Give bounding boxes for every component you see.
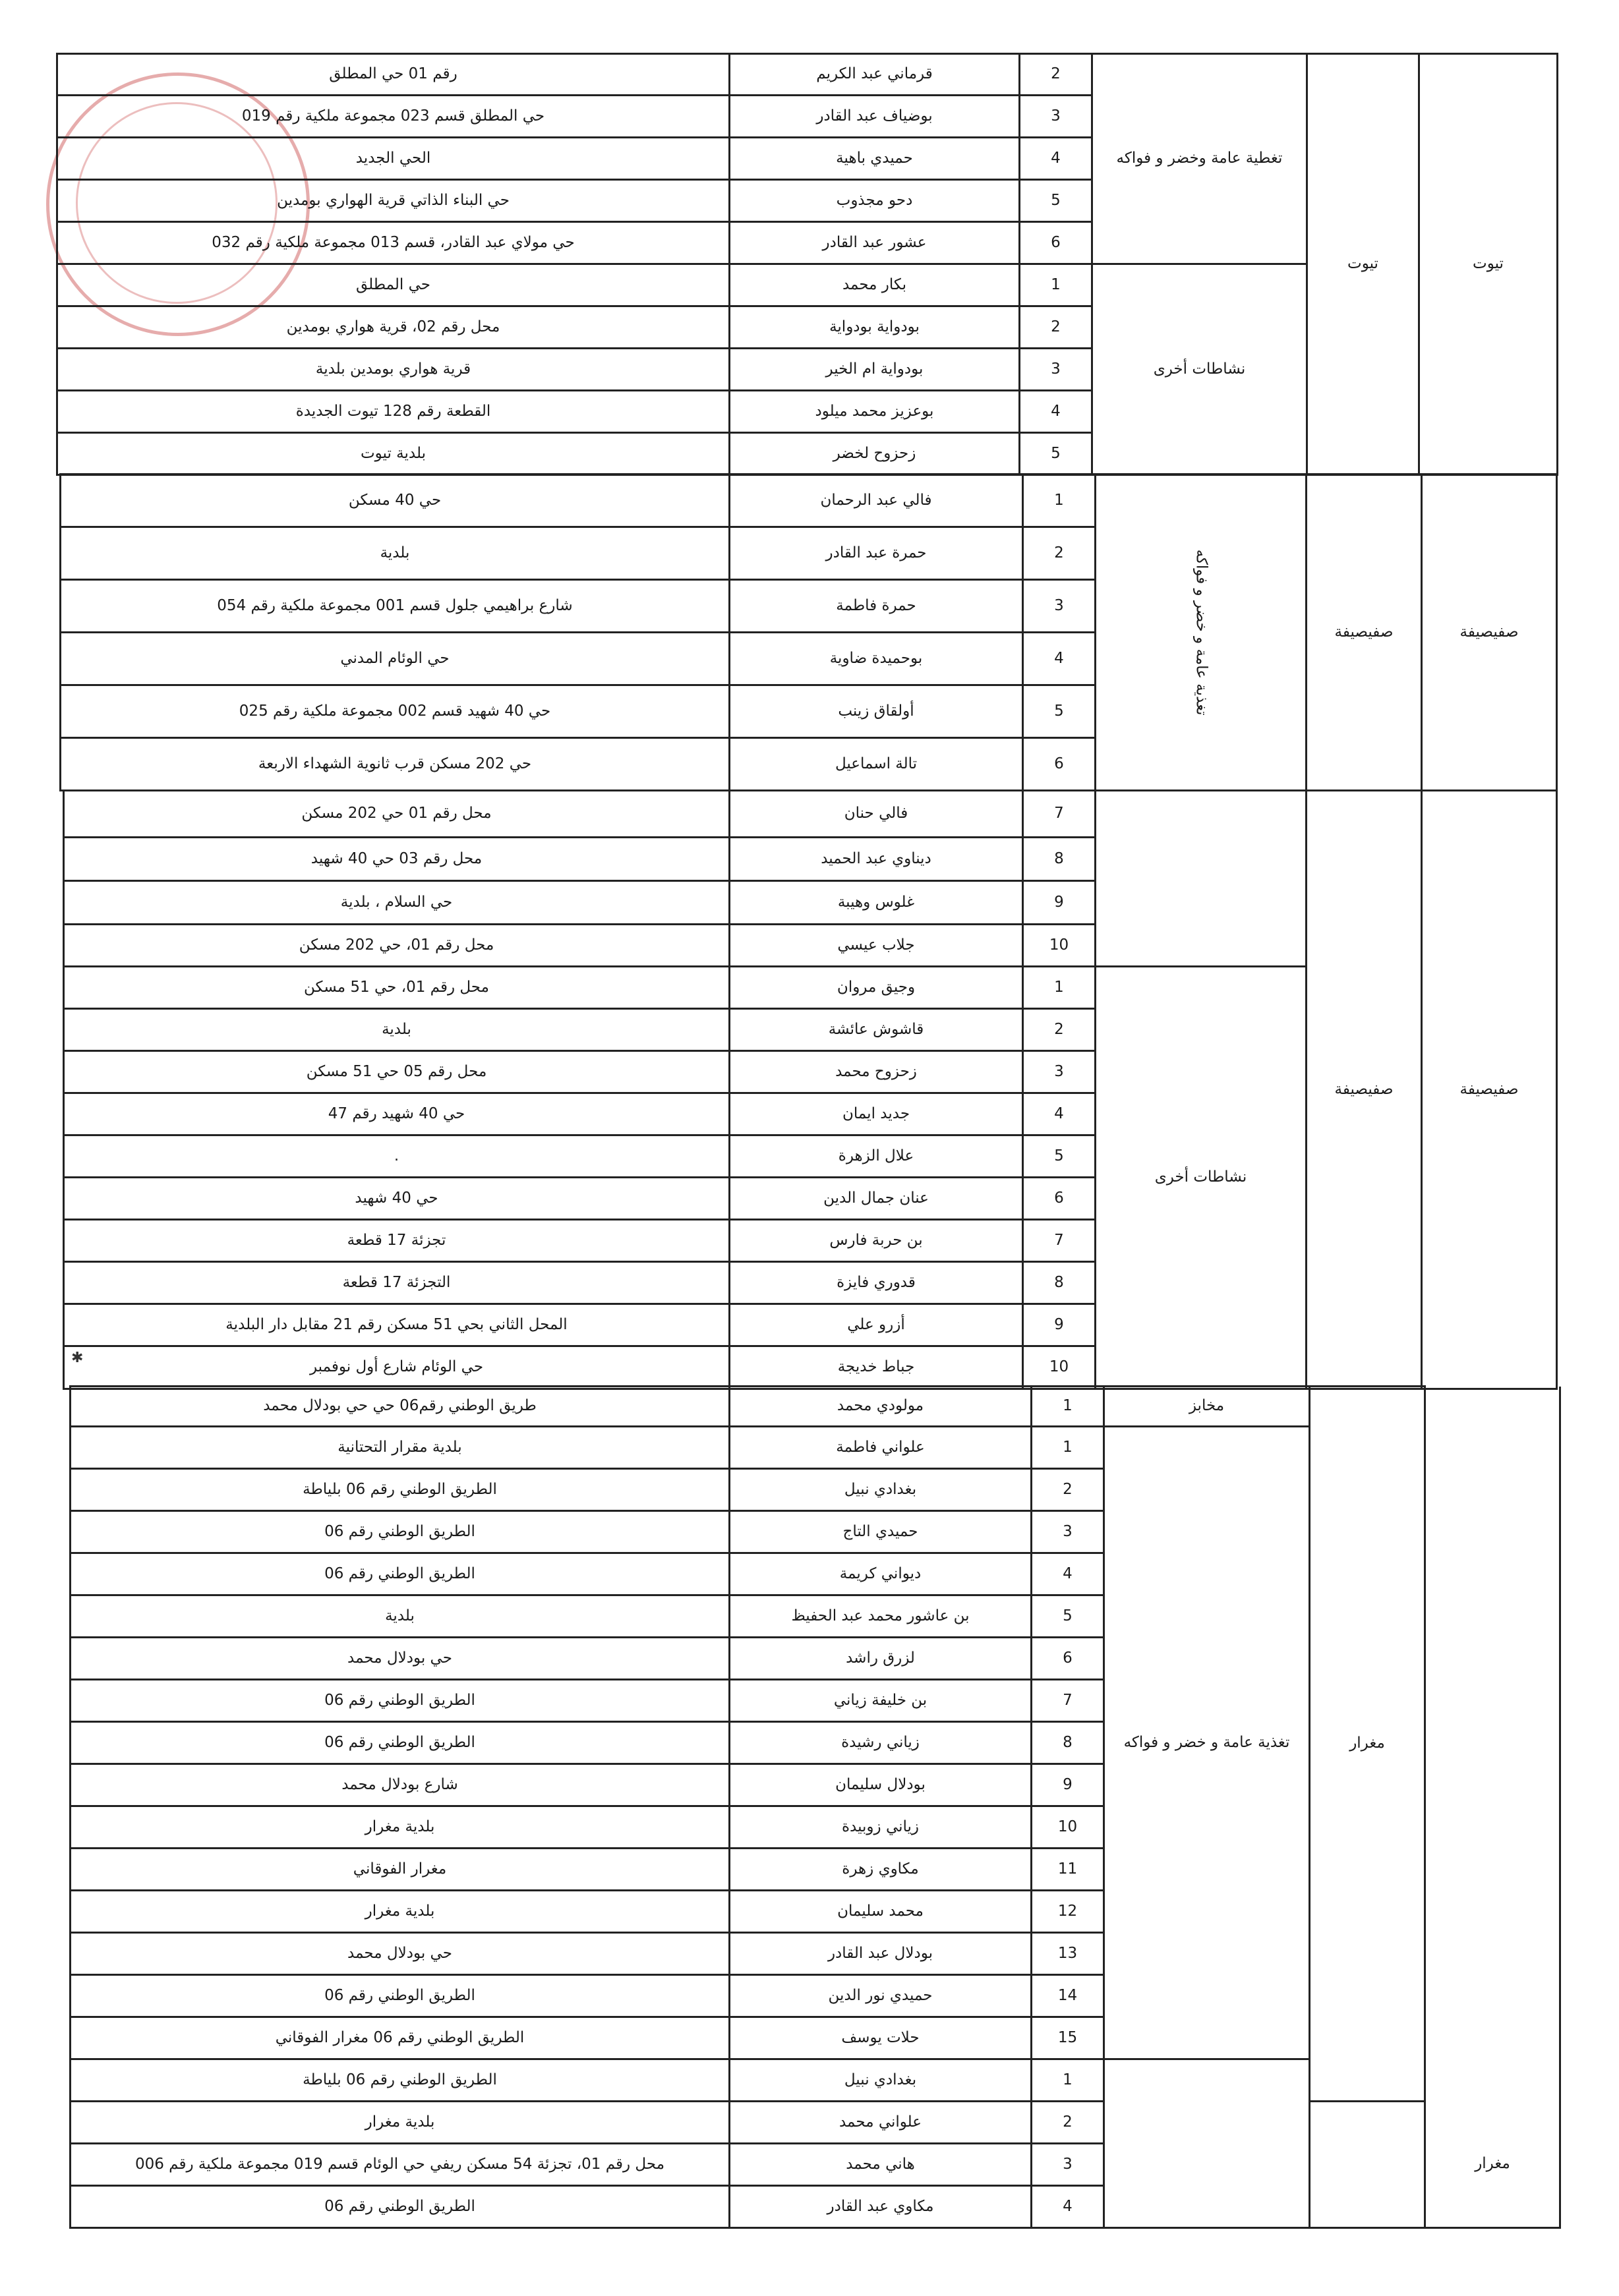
address-cell: رقم 01 حي المطلق (57, 54, 730, 96)
number-cell: 5 (1023, 685, 1096, 738)
number-cell: 12 (1032, 1891, 1104, 1933)
address-cell: حي الوئام شارع أول نوفمبر (64, 1346, 730, 1389)
activity-cell-empty (1104, 2059, 1310, 2228)
name-cell: بودواية بودواية (730, 306, 1020, 349)
activity-cell: مخابز (1104, 1387, 1310, 1427)
number-cell: 8 (1023, 1262, 1096, 1304)
number-cell: 2 (1020, 306, 1092, 349)
name-cell: أولقاق زينب (730, 685, 1023, 738)
address-cell: بلدية مغرار (71, 1806, 730, 1849)
number-cell: 7 (1023, 1220, 1096, 1262)
address-cell: حي البناء الذاتي قرية الهواري بومدين (57, 180, 730, 222)
name-cell: زحزوح محمد (730, 1051, 1023, 1093)
name-cell: محمد سليمان (730, 1891, 1032, 1933)
number-cell: 13 (1032, 1933, 1104, 1975)
name-cell: وجيق مروان (730, 967, 1023, 1009)
number-cell: 5 (1032, 1595, 1104, 1638)
address-cell: . (64, 1135, 730, 1178)
name-cell: عنان جمال الدين (730, 1178, 1023, 1220)
number-cell: 8 (1023, 838, 1096, 881)
name-cell: بن عاشور محمد عبد الحفيظ (730, 1595, 1032, 1638)
address-cell: الطريق الوطني رقم 06 (71, 1680, 730, 1722)
name-cell: حميدي نور الدين (730, 1975, 1032, 2017)
address-cell: محل رقم 01، حي 51 مسكن (64, 967, 730, 1009)
number-cell: 4 (1032, 1553, 1104, 1595)
address-cell: بلدية (64, 1009, 730, 1051)
activity-cell: تغطية عامة وخضر و فواكه (1092, 54, 1307, 264)
number-cell: 1 (1020, 264, 1092, 306)
table-block-tiout (56, 53, 1558, 476)
daira-cell: صفيصيفة (1422, 791, 1557, 1389)
daira-cell: تيوت (1419, 54, 1558, 475)
name-cell: قاشوش عائشة (730, 1009, 1023, 1051)
table-row (57, 54, 1558, 96)
address-cell: الطريق الوطني رقم 06 (71, 1553, 730, 1595)
name-cell: ديواني كريمة (730, 1553, 1032, 1595)
name-cell: قدوري فايزة (730, 1262, 1023, 1304)
address-cell: بلدية مغرار (71, 2102, 730, 2144)
name-cell: بودلال سليمان (730, 1764, 1032, 1806)
address-cell: محل رقم 01، حي 202 مسكن (64, 925, 730, 967)
address-cell: الطريق الوطني رقم 06 مغرار الفوقاني (71, 2017, 730, 2059)
address-cell: التجزئة 17 قطعة (64, 1262, 730, 1304)
table-row (71, 1387, 1560, 1427)
number-cell: 10 (1023, 925, 1096, 967)
number-cell: 7 (1023, 791, 1096, 838)
number-cell: 6 (1020, 222, 1092, 264)
activity-cell: نشاطات أخرى (1096, 967, 1307, 1389)
number-cell: 8 (1032, 1722, 1104, 1764)
number-cell: 6 (1023, 738, 1096, 791)
address-cell: الطريق الوطني رقم 06 بلياطة (71, 2059, 730, 2102)
name-cell: عشور عبد القادر (730, 222, 1020, 264)
name-cell: حميدي باهية (730, 138, 1020, 180)
address-cell: تجزئة 17 قطعة (64, 1220, 730, 1262)
address-cell: حي 40 شهيد (64, 1178, 730, 1220)
name-cell: مكاوي عبد القادر (730, 2186, 1032, 2228)
activity-cell: نشاطات أخرى (1092, 264, 1307, 475)
number-cell: 3 (1023, 1051, 1096, 1093)
name-cell: جديد ايمان (730, 1093, 1023, 1135)
address-cell: بلدية (61, 527, 730, 580)
name-cell: بوضياف عبد القادر (730, 96, 1020, 138)
address-cell: حي السلام ، بلدية (64, 881, 730, 925)
address-cell: الطريق الوطني رقم 06 (71, 2186, 730, 2228)
address-cell: الطريق الوطني رقم 06 (71, 1722, 730, 1764)
address-cell: حي بودلال محمد (71, 1933, 730, 1975)
activity-cell (1096, 474, 1307, 791)
number-cell: 1 (1032, 1387, 1104, 1427)
number-cell: 4 (1020, 391, 1092, 433)
name-cell: زياني زوبيدة (730, 1806, 1032, 1849)
name-cell: بغدادي نبيل (730, 1469, 1032, 1511)
address-cell: حي 202 مسكن قرب ثانوية الشهداء الاربعة (61, 738, 730, 791)
address-cell: حي 40 شهيد رقم 47 (64, 1093, 730, 1135)
address-cell: بلدية تيوت (57, 433, 730, 475)
address-cell: مغرار الفوقاني (71, 1849, 730, 1891)
number-cell: 4 (1023, 1093, 1096, 1135)
address-cell: الحي الجديد (57, 138, 730, 180)
table-block-moghrar (69, 1385, 1561, 2229)
activity-cell-empty (1096, 791, 1307, 967)
number-cell: 9 (1023, 1304, 1096, 1346)
name-cell: علال الزهرة (730, 1135, 1023, 1178)
table-block-sfissifa-other (63, 789, 1558, 1390)
address-cell: بلدية مغرار (71, 1891, 730, 1933)
address-cell: محل رقم 01، تجزئة 54 مسكن ريفي حي الوئام قسم 019 مجموعة ملكية رقم 006 (71, 2144, 730, 2186)
number-cell: 1 (1023, 967, 1096, 1009)
name-cell: ديناوي عبد الحميد (730, 838, 1023, 881)
number-cell: 11 (1032, 1849, 1104, 1891)
number-cell: 2 (1023, 527, 1096, 580)
table-row (61, 474, 1557, 527)
address-cell: محل رقم 02، قرية هواري بومدين (57, 306, 730, 349)
name-cell: بكار محمد (730, 264, 1020, 306)
commune-cell-empty (1310, 2102, 1425, 2228)
activity-label: تغذية عامة و خضر و فواكه (1192, 549, 1210, 716)
name-cell: حمرة عبد القادر (730, 527, 1023, 580)
address-cell: حي المطلق (57, 264, 730, 306)
name-cell: بوعزيز محمد ميلود (730, 391, 1020, 433)
number-cell: 6 (1032, 1638, 1104, 1680)
address-cell: محل رقم 03 حي 40 شهيد (64, 838, 730, 881)
address-cell: محل رقم 01 حي 202 مسكن (64, 791, 730, 838)
address-cell: حي مولاي عبد القادر، قسم 013 مجموعة ملكية رقم 032 (57, 222, 730, 264)
number-cell: 9 (1023, 881, 1096, 925)
number-cell: 2 (1032, 1469, 1104, 1511)
address-cell: حي بودلال محمد (71, 1638, 730, 1680)
number-cell: 2 (1023, 1009, 1096, 1051)
name-cell: هاني محمد (730, 2144, 1032, 2186)
address-cell: قرية هواري بومدين بلدية (57, 349, 730, 391)
address-cell: حي المطلق قسم 023 مجموعة ملكية رقم 019 (57, 96, 730, 138)
name-cell: بوحميدة ضاوية (730, 633, 1023, 685)
address-cell: حي الوئام المدني (61, 633, 730, 685)
name-cell: قرماني عبد الكريم (730, 54, 1020, 96)
commune-cell: تيوت (1307, 54, 1419, 475)
number-cell: 7 (1032, 1680, 1104, 1722)
table-row (71, 2102, 1560, 2144)
name-cell: فالي حنان (730, 791, 1023, 838)
table-block-sfissifa-food (59, 473, 1558, 791)
name-cell: تالة اسماعيل (730, 738, 1023, 791)
daira-cell: صفيصيفة (1422, 474, 1557, 791)
number-cell: 3 (1023, 580, 1096, 633)
number-cell: 9 (1032, 1764, 1104, 1806)
number-cell: 4 (1032, 2186, 1104, 2228)
number-cell: 5 (1023, 1135, 1096, 1178)
number-cell: 3 (1032, 1511, 1104, 1553)
name-cell: فالي عبد الرحمان (730, 474, 1023, 527)
number-cell: 3 (1020, 349, 1092, 391)
commune-cell: صفيصيفة (1307, 474, 1422, 791)
number-cell: 1 (1032, 2059, 1104, 2102)
address-cell: المحل الثاني بحي 51 مسكن رقم 21 مقابل دار البلدية (64, 1304, 730, 1346)
number-cell: 4 (1023, 633, 1096, 685)
address-cell: طريق الوطني رقم06 حي حي بودلال محمد (71, 1387, 730, 1427)
commune-cell: صفيصيفة (1307, 791, 1422, 1389)
daira-cell-empty (1425, 1387, 1560, 2102)
daira-cell: مغرار (1425, 2102, 1560, 2228)
commune-cell: مغرار (1310, 1387, 1425, 2102)
number-cell: 1 (1023, 474, 1096, 527)
name-cell: مولودي محمد (730, 1387, 1032, 1427)
name-cell: حلات يوسف (730, 2017, 1032, 2059)
number-cell: 10 (1023, 1346, 1096, 1389)
name-cell: جلاب عيسي (730, 925, 1023, 967)
activity-cell: تغذية عامة و خضر و فواكه (1104, 1427, 1310, 2059)
name-cell: بن خليفة زياني (730, 1680, 1032, 1722)
number-cell: 5 (1020, 433, 1092, 475)
address-cell: حي 40 مسكن (61, 474, 730, 527)
name-cell: أزرو علي (730, 1304, 1023, 1346)
name-cell: غلوس وهيبة (730, 881, 1023, 925)
name-cell: بودلال عبد القادر (730, 1933, 1032, 1975)
number-cell: 3 (1032, 2144, 1104, 2186)
name-cell: بن حربة فارس (730, 1220, 1023, 1262)
name-cell: علواني محمد (730, 2102, 1032, 2144)
address-cell: الطريق الوطني رقم 06 (71, 1511, 730, 1553)
address-cell: شارع براهيمي جلول قسم 001 مجموعة ملكية رقم 054 (61, 580, 730, 633)
address-cell: الطريق الوطني رقم 06 (71, 1975, 730, 2017)
number-cell: 1 (1032, 1427, 1104, 1469)
number-cell: 3 (1020, 96, 1092, 138)
address-cell: حي 40 شهيد قسم 002 مجموعة ملكية رقم 025 (61, 685, 730, 738)
name-cell: مكاوي زهرة (730, 1849, 1032, 1891)
number-cell: 2 (1020, 54, 1092, 96)
margin-mark-icon: ✱ (71, 1350, 84, 1366)
number-cell: 5 (1020, 180, 1092, 222)
address-cell: شارع بودلال محمد (71, 1764, 730, 1806)
number-cell: 10 (1032, 1806, 1104, 1849)
number-cell: 15 (1032, 2017, 1104, 2059)
address-cell: بلدية (71, 1595, 730, 1638)
number-cell: 6 (1023, 1178, 1096, 1220)
name-cell: لزرق راشد (730, 1638, 1032, 1680)
number-cell: 2 (1032, 2102, 1104, 2144)
name-cell: بغدادي نبيل (730, 2059, 1032, 2102)
name-cell: بودواية ام الخير (730, 349, 1020, 391)
name-cell: علواني فاطمة (730, 1427, 1032, 1469)
name-cell: حميدي التاج (730, 1511, 1032, 1553)
address-cell: بلدية مقرار التحتانية (71, 1427, 730, 1469)
table-row (64, 791, 1557, 838)
number-cell: 14 (1032, 1975, 1104, 2017)
address-cell: محل رقم 05 حي 51 مسكن (64, 1051, 730, 1093)
name-cell: جباط خديجة (730, 1346, 1023, 1389)
address-cell: القطعة رقم 128 تيوت الجديدة (57, 391, 730, 433)
name-cell: زياني رشيدة (730, 1722, 1032, 1764)
name-cell: حمرة فاطمة (730, 580, 1023, 633)
name-cell: زحزوح لخضر (730, 433, 1020, 475)
number-cell: 4 (1020, 138, 1092, 180)
address-cell: الطريق الوطني رقم 06 بلياطة (71, 1469, 730, 1511)
name-cell: دحو مجذوب (730, 180, 1020, 222)
